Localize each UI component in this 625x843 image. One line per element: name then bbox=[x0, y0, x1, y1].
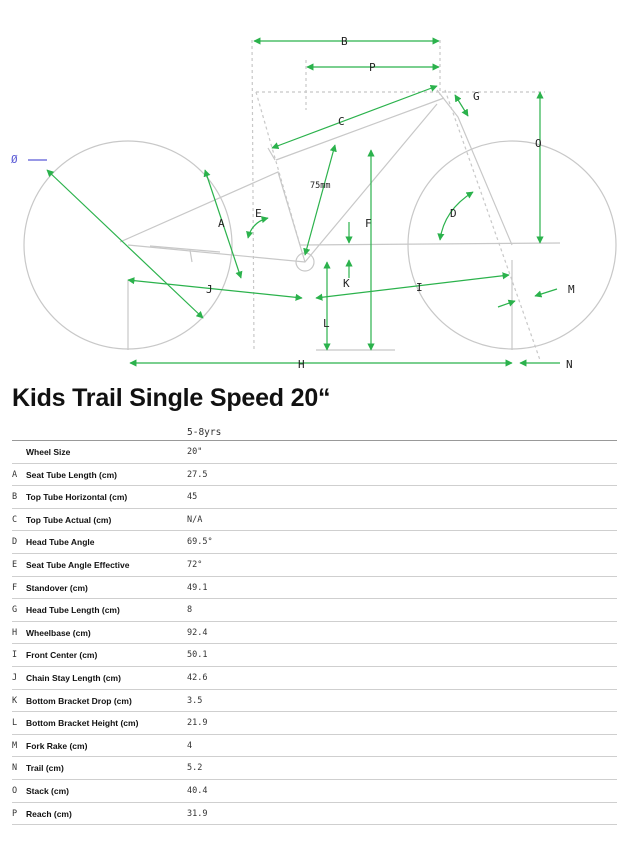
dimension-lines bbox=[28, 41, 560, 363]
table-row bbox=[12, 690, 617, 713]
row-value: 27.5 bbox=[187, 469, 208, 480]
row-letter: M bbox=[12, 740, 18, 751]
table-row bbox=[12, 486, 617, 509]
row-label: Front Center (cm) bbox=[26, 650, 98, 661]
table-row bbox=[12, 712, 617, 735]
row-letter: D bbox=[12, 537, 18, 548]
row-letter: I bbox=[12, 650, 18, 661]
table-row bbox=[12, 644, 617, 667]
size-column-header: 5-8yrs bbox=[187, 427, 222, 438]
row-label: Chain Stay Length (cm) bbox=[26, 672, 121, 683]
row-letter: O bbox=[12, 785, 18, 796]
row-label: Reach (cm) bbox=[26, 808, 72, 819]
row-value: 69.5° bbox=[187, 537, 213, 548]
row-label: Trail (cm) bbox=[26, 763, 64, 774]
label-n: N bbox=[566, 358, 573, 368]
row-label: Seat Tube Angle Effective bbox=[26, 559, 130, 570]
label-b: B bbox=[341, 35, 348, 48]
row-value: 3.5 bbox=[187, 695, 203, 706]
label-a: A bbox=[218, 217, 225, 230]
table-row bbox=[12, 803, 617, 826]
label-c: C bbox=[338, 115, 345, 128]
row-value: 72° bbox=[187, 559, 203, 570]
row-letter: L bbox=[12, 718, 18, 729]
table-row bbox=[12, 441, 617, 464]
row-label: Stack (cm) bbox=[26, 785, 69, 796]
row-letter: K bbox=[12, 695, 18, 706]
row-letter: E bbox=[12, 559, 18, 570]
table-row bbox=[12, 622, 617, 645]
row-value: 4 bbox=[187, 740, 193, 751]
row-value: 50.1 bbox=[187, 650, 208, 661]
table-row bbox=[12, 554, 617, 577]
row-value: 8 bbox=[187, 605, 193, 616]
table-row bbox=[12, 509, 617, 532]
row-label: Top Tube Horizontal (cm) bbox=[26, 492, 128, 503]
row-value: 49.1 bbox=[187, 582, 208, 593]
row-label: Fork Rake (cm) bbox=[26, 740, 88, 751]
wheel-diameter-icon: Ø bbox=[11, 153, 18, 166]
table-row bbox=[12, 667, 617, 690]
row-label: Head Tube Angle bbox=[26, 537, 95, 548]
table-row bbox=[12, 577, 617, 600]
label-i: I bbox=[416, 281, 423, 294]
label-o: O bbox=[535, 137, 542, 150]
row-label: Top Tube Actual (cm) bbox=[26, 514, 112, 525]
label-h: H bbox=[298, 358, 305, 368]
row-value: 20" bbox=[187, 447, 203, 457]
row-label: Standover (cm) bbox=[26, 582, 88, 593]
row-letter: H bbox=[12, 627, 18, 638]
label-l: L bbox=[323, 317, 330, 330]
row-value: 21.9 bbox=[187, 718, 208, 729]
label-seat-offset: 75mm bbox=[310, 181, 331, 191]
row-label: Bottom Bracket Drop (cm) bbox=[26, 695, 132, 706]
row-value: 92.4 bbox=[187, 627, 208, 638]
row-label: Head Tube Length (cm) bbox=[26, 605, 120, 616]
row-label: Wheel Size bbox=[26, 447, 71, 457]
table-row bbox=[12, 757, 617, 780]
row-value: 42.6 bbox=[187, 672, 208, 683]
table-row bbox=[12, 464, 617, 487]
row-value: 40.4 bbox=[187, 785, 208, 796]
label-j: J bbox=[206, 283, 213, 296]
label-f: F bbox=[365, 217, 372, 230]
label-k: K bbox=[343, 277, 350, 290]
label-p: P bbox=[369, 61, 376, 74]
row-letter: F bbox=[12, 582, 18, 593]
row-value: N/A bbox=[187, 514, 203, 525]
table-row bbox=[12, 780, 617, 803]
dimension-labels bbox=[11, 35, 575, 368]
label-d: D bbox=[450, 207, 457, 220]
row-letter: P bbox=[12, 808, 18, 819]
bike-geometry-diagram bbox=[0, 0, 625, 368]
row-value: 5.2 bbox=[187, 763, 203, 774]
row-letter: N bbox=[12, 763, 18, 774]
table-row bbox=[12, 735, 617, 758]
geometry-table bbox=[12, 441, 617, 825]
row-label: Bottom Bracket Height (cm) bbox=[26, 718, 139, 729]
row-label: Seat Tube Length (cm) bbox=[26, 469, 117, 480]
row-letter: A bbox=[12, 469, 18, 480]
table-row bbox=[12, 599, 617, 622]
row-letter: C bbox=[12, 514, 18, 525]
row-letter: J bbox=[12, 672, 18, 683]
page-title: Kids Trail Single Speed 20“ bbox=[12, 384, 331, 412]
label-e: E bbox=[255, 207, 262, 220]
row-letter: G bbox=[12, 605, 18, 616]
row-value: 45 bbox=[187, 492, 198, 503]
label-g: G bbox=[473, 90, 480, 103]
row-letter: B bbox=[12, 492, 18, 503]
row-label: Wheelbase (cm) bbox=[26, 627, 91, 638]
row-value: 31.9 bbox=[187, 808, 208, 819]
table-row bbox=[12, 531, 617, 554]
label-m: M bbox=[568, 283, 575, 296]
